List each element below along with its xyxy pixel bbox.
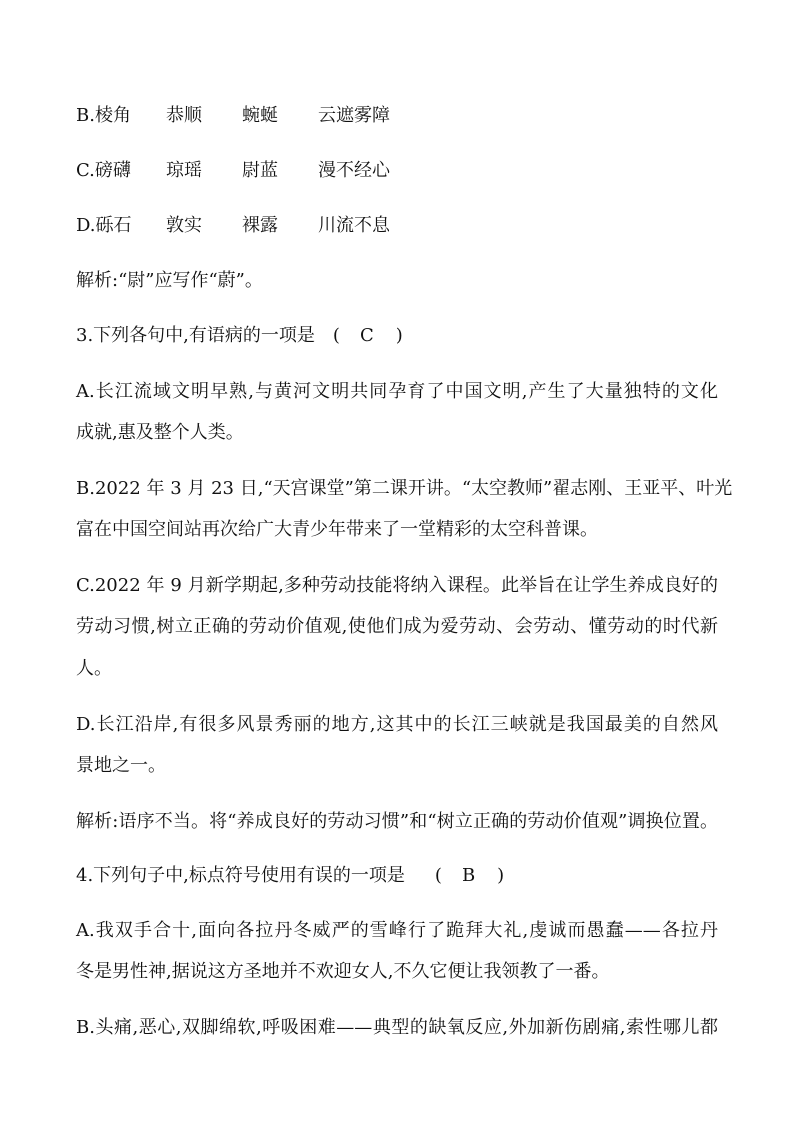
option-word: 敦实 [166,215,202,236]
q4-option-b-line1: B.头痛,恶心,双脚绵软,呼吸困难——典型的缺氧反应,外加新伤剧痛,索性哪儿都 [76,1017,718,1038]
option-label-word: B.棱角 [76,105,131,126]
option-label-word: D.砾石 [76,215,132,236]
q3-option-a-line1: A.长江流域文明早熟,与黄河文明共同孕育了中国文明,产生了大量独特的文化 [76,381,718,402]
q4-option-a-line2: 冬是男性神,据说这方圣地并不欢迎女人,不久它便让我领教了一番。 [76,961,610,982]
q3-option-c-line2: 劳动习惯,树立正确的劳动价值观,使他们成为爱劳动、会劳动、懂劳动的时代新 [76,616,718,637]
option-label-word: C.磅礴 [76,160,131,181]
q3-option-d-line2: 景地之一。 [76,755,166,776]
option-word: 漫不经心 [318,160,390,181]
option-word: 川流不息 [318,215,390,236]
q3-stem-text: 3.下列各句中,有语病的一项是 [76,325,315,346]
q3-option-c-line3: 人。 [76,658,112,679]
q3-option-a-line2: 成就,惠及整个人类。 [76,422,244,443]
q3-answer: C [359,325,374,346]
option-word: 琼瑶 [166,160,202,181]
q3-option-c-line1: C.2022 年 9 月新学期起,多种劳动技能将纳入课程。此举旨在让学生养成良好的 [76,575,718,596]
q2-analysis: 解析:“尉”应写作“蔚”。 [76,270,263,291]
q4-answer: B [461,865,476,886]
q3-stem: 3.下列各句中,有语病的一项是 ( C ) [76,325,403,346]
q3-analysis: 解析:语序不当。将“养成良好的劳动习惯”和“树立正确的劳动价值观”调换位置。 [76,811,718,832]
q3-option-d-line1: D.长江沿岸,有很多风景秀丽的地方,这其中的长江三峡就是我国最美的自然风 [76,714,718,735]
q4-stem-text: 4.下列句子中,标点符号使用有误的一项是 [76,865,405,886]
option-word: 恭顺 [166,105,202,126]
q4-stem: 4.下列句子中,标点符号使用有误的一项是 ( B ) [76,865,505,886]
option-word: 尉蓝 [242,160,278,181]
option-word: 蜿蜒 [242,105,278,126]
option-word: 云遮雾障 [318,105,390,126]
option-word: 裸露 [242,215,278,236]
q3-option-b-line1: B.2022 年 3 月 23 日,“天宫课堂”第二课开讲。“太空教师”翟志刚、王亚平、叶光 [76,478,733,499]
q4-option-a-line1: A.我双手合十,面向各拉丹冬威严的雪峰行了跪拜大礼,虔诚而愚蠢——各拉丹 [76,920,718,941]
q3-option-b-line2: 富在中国空间站再次给广大青少年带来了一堂精彩的太空科普课。 [76,519,598,540]
